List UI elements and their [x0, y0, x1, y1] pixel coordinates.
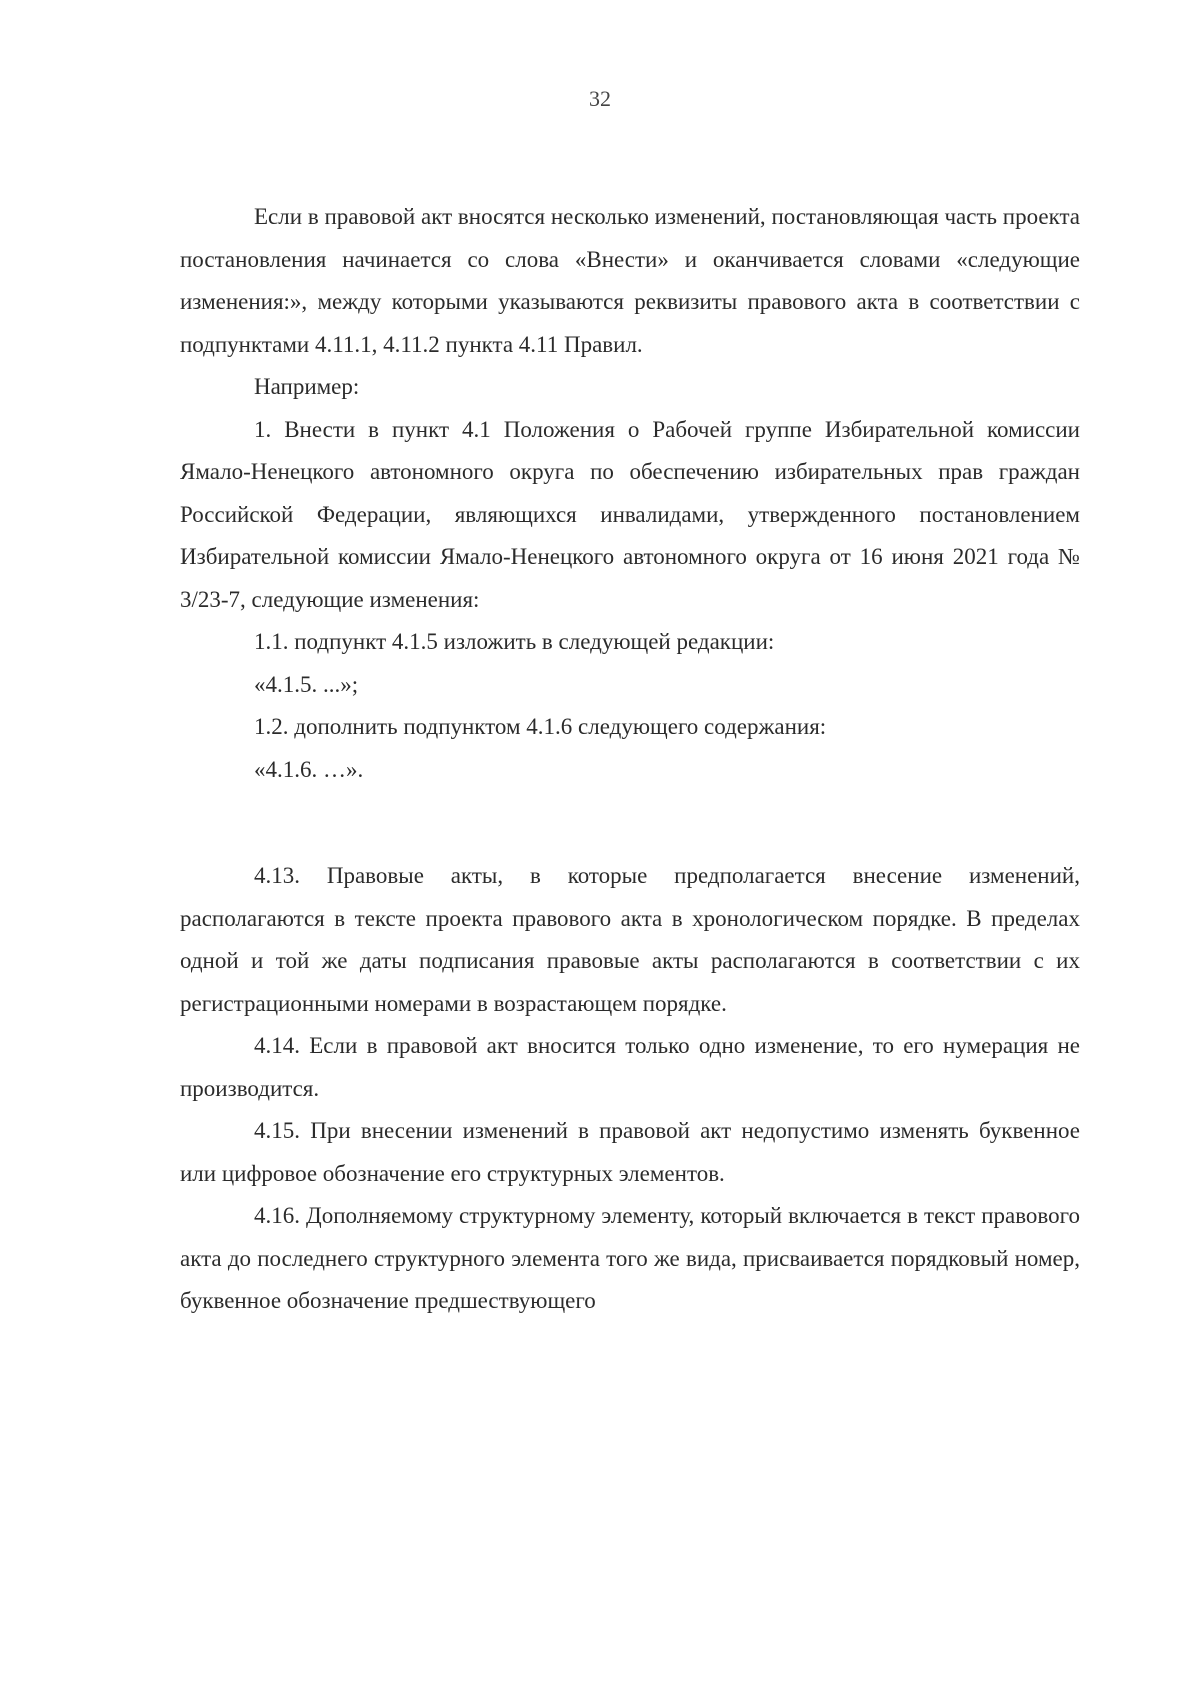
- page-number: 32: [589, 86, 611, 111]
- paragraph-amendments-intro: Если в правовой акт вносятся несколько изменений, постановляющая часть проекта постановления начинается со слова «Внести» и оканчивается словами «следующие изменения:», между которыми указываются реквизиты правового акта в соответствии с подпунктами 4.11.1, 4.11.2 пункта 4.11 Правил.: [180, 204, 1080, 357]
- paragraph-example-quote-1: «4.1.5. ...»;: [254, 671, 359, 697]
- paragraph-example-item-1-1: 1.1. подпункт 4.1.5 изложить в следующей редакции:: [254, 629, 775, 654]
- paragraph-example-label: Например:: [254, 374, 360, 399]
- document-body: [180, 196, 1080, 1323]
- paragraph-example-quote-2: «4.1.6. …».: [254, 756, 364, 782]
- paragraph-4-14: 4.14. Если в правовой акт вносится только одно изменение, то его нумерация не производится.: [180, 1033, 1080, 1101]
- paragraph-4-13: 4.13. Правовые акты, в которые предполагается внесение изменений, располагаются в тексте проекта правового акта в хронологическом порядке. В пределах одной и той же даты подписания правовые акты располагаются в соответствии с их регистрационными номерами в возрастающем порядке.: [180, 863, 1080, 1016]
- paragraph-example-item-1: 1. Внести в пункт 4.1 Положения о Рабочей группе Избирательной комиссии Ямало-Ненецкого автономного округа по обеспечению избирательных прав граждан Российской Федерации, являющихся инвалидами, утвержденного постановлением Избирательной комиссии Ямало-Ненецкого автономного округа от 16 июня 2021 года № 3/23-7, следующие изменения:: [180, 416, 1080, 612]
- paragraph-4-15: 4.15. При внесении изменений в правовой акт недопустимо изменять буквенное или цифровое обозначение его структурных элементов.: [180, 1118, 1080, 1186]
- paragraph-example-item-1-2: 1.2. дополнить подпунктом 4.1.6 следующего содержания:: [254, 714, 827, 739]
- paragraph-4-16: 4.16. Дополняемому структурному элементу, который включается в текст правового акта до последнего структурного элемента того же вида, присваивается порядковый номер, буквенное обозначение предшествующего: [180, 1203, 1080, 1313]
